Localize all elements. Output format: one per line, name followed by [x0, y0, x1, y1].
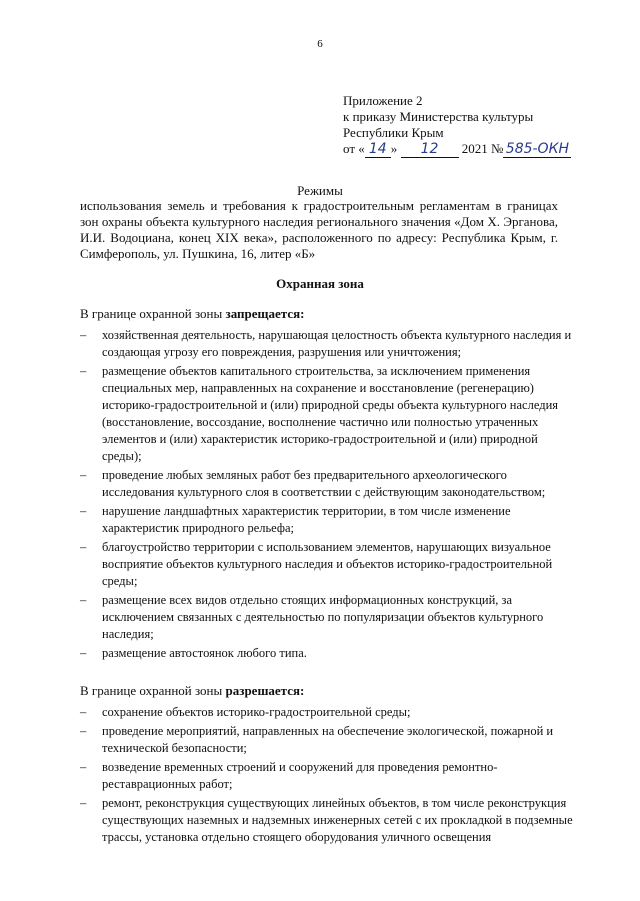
appendix-ministry-line: Республики Крым: [343, 125, 444, 140]
bullet-dash: –: [80, 705, 87, 719]
forbidden-heading-bold: запрещается:: [225, 306, 305, 321]
regimes-description: использования земель и требования к градостроительным регламентам в границах зон охраны объекта культурного наследия регионального значения «Дом Х. Эрганова, И.И. Водоциана, конец XIX века», расположенного по адресу: Республика Крым, г. Симферополь, ул. Пушкина, 16, литер «Б»: [80, 198, 558, 261]
list-item: [80, 759, 580, 793]
list-item-text: сохранение объектов историко-градостроительной среды;: [102, 705, 411, 719]
date-month: 12: [401, 141, 459, 158]
appendix-title: Приложение 2: [343, 93, 423, 108]
bullet-dash: –: [80, 593, 87, 607]
bullet-dash: –: [80, 328, 87, 342]
appendix-date-line: [343, 141, 571, 158]
list-item: [80, 704, 580, 721]
bullet-dash: –: [80, 468, 87, 482]
date-year-label: 2021 №: [461, 141, 504, 156]
list-item: [80, 539, 580, 590]
list-item: [80, 503, 580, 537]
date-day: 14: [365, 141, 391, 158]
zone-title: Охранная зона: [276, 276, 364, 291]
appendix-order-line: к приказу Министерства культуры: [343, 109, 534, 124]
list-item: [80, 645, 580, 662]
forbidden-heading-lead: В границе охранной зоны: [80, 306, 226, 321]
appendix-block: [343, 93, 571, 158]
date-quote: »: [390, 141, 398, 156]
list-item-text: благоустройство территории с использованием элементов, нарушающих визуальное восприятие объектов культурного наследия и объектов историко-градостроительной среды;: [102, 540, 553, 588]
bullet-dash: –: [80, 796, 87, 810]
bullet-dash: –: [80, 540, 87, 554]
list-item-text: хозяйственная деятельность, нарушающая целостность объекта культурного наследия и создающая угрозу его повреждения, разрушения или уничтожения;: [102, 328, 572, 359]
bullet-dash: –: [80, 504, 87, 518]
page-number: 6: [317, 38, 323, 50]
list-item-text: проведение любых земляных работ без предварительного археологического исследования культурного слоя в соответствии с действующим законодательством;: [102, 468, 546, 499]
list-item-text: размещение автостоянок любого типа.: [102, 646, 307, 660]
list-item-text: размещение всех видов отдельно стоящих информационных конструкций, за исключением связанных с деятельностью по популяризации объектов культурного наследия;: [102, 593, 544, 641]
list-item: [80, 795, 580, 846]
allowed-heading-lead: В границе охранной зоны: [80, 683, 226, 698]
list-item-text: ремонт, реконструкция существующих линейных объектов, в том числе реконструкция существующих наземных и надземных инженерных сетей с их прокладкой в подземные трассы, установка отдельно стоящего оборудования уличного освещения: [102, 796, 573, 844]
list-item-text: размещение объектов капитального строительства, за исключением применения специальных мер, направленных на сохранение и восстановление (регенерацию) историко-градостроительной и (или) природной среды объекта культурного наследия (восстановление, воссоздание, восполнение частично или полностью утраченных элементов и (или) характеристик историко-градостроительной и (или) природной среды);: [102, 364, 559, 463]
allowed-heading-bold: разрешается:: [225, 683, 305, 698]
forbidden-heading: [80, 306, 304, 322]
bullet-dash: –: [80, 760, 87, 774]
forbidden-list: [80, 327, 580, 664]
list-item: [80, 467, 580, 501]
order-number: 585-ОКН: [503, 141, 571, 158]
regimes-title: Режимы: [297, 183, 343, 198]
allowed-list: [80, 704, 580, 848]
list-item-text: проведение мероприятий, направленных на обеспечение экологической, пожарной и технической безопасности;: [102, 724, 554, 755]
list-item: [80, 592, 580, 643]
list-item-text: нарушение ландшафтных характеристик территории, в том числе изменение характеристик природного рельефа;: [102, 504, 511, 535]
list-item: [80, 723, 580, 757]
bullet-dash: –: [80, 724, 87, 738]
bullet-dash: –: [80, 364, 87, 378]
bullet-dash: –: [80, 646, 87, 660]
list-item: [80, 363, 580, 465]
list-item-text: возведение временных строений и сооружений для проведения ремонтно-реставрационных работ;: [102, 760, 498, 791]
date-from-label: от «: [343, 141, 365, 156]
list-item: [80, 327, 580, 361]
allowed-heading: [80, 683, 304, 699]
